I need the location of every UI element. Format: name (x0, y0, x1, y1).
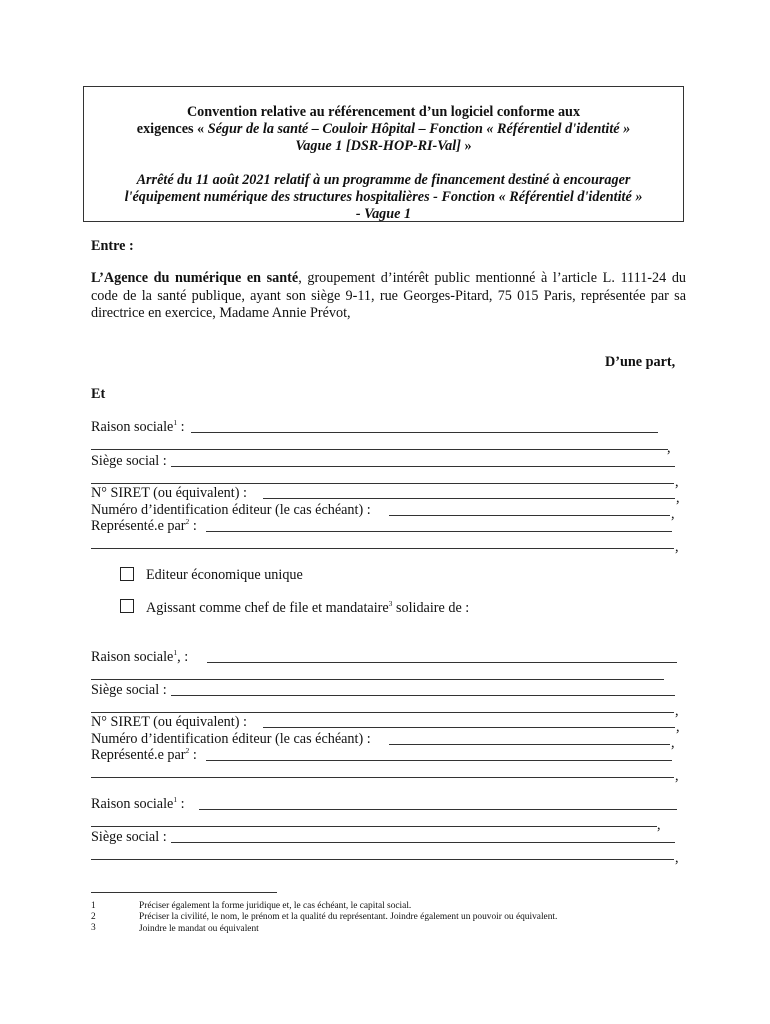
siege-social-field[interactable] (171, 466, 675, 467)
footnote-2-text: Préciser la civilité, le nom, le prénom et la qualité du représentant. Joindre également un pouvoir ou équivalent. (139, 912, 558, 922)
siege-social-label: Siège social : (91, 453, 167, 469)
raison-sociale-label: Raison sociale$^1$ : (91, 418, 185, 435)
footnote-3-text: Joindre le mandat ou équivalent (139, 924, 259, 934)
dune-part: D’une part, (605, 354, 676, 370)
raison-sociale-label-3: Raison sociale$^1$ : (91, 795, 185, 812)
numero-editeur-field[interactable] (389, 515, 670, 516)
footnote-1-text: Préciser également la forme juridique et, le cas échéant, le capital social. (139, 901, 412, 911)
line-comma: , (675, 850, 679, 866)
siret-field[interactable] (263, 498, 675, 499)
numero-editeur-field-2[interactable] (389, 744, 670, 745)
arrete-line-3: - Vague 1 (355, 206, 412, 222)
numero-editeur-label: Numéro d’identification éditeur (le cas échéant) : (91, 502, 371, 518)
editeur-unique-checkbox[interactable] (120, 567, 134, 581)
line-comma: , (675, 703, 679, 719)
represente-field-2-line2[interactable] (91, 777, 674, 778)
siret-label-2: N° SIRET (ou équivalent) : (91, 714, 247, 730)
raison-sociale-field[interactable] (191, 432, 658, 433)
siege-social-field-2-line2[interactable] (91, 712, 674, 713)
numero-editeur-label-2: Numéro d’identification éditeur (le cas échéant) : (91, 731, 371, 747)
line-comma: , (675, 474, 679, 490)
title-line-3: Vague 1 [DSR-HOP-RI-Val] » (295, 138, 472, 154)
line-comma: , (671, 735, 675, 751)
line-comma: , (676, 719, 680, 735)
ans-paragraph: L’Agence du numérique en santé, groupement d’intérêt public mentionné à l’article L. 1111-24 du code de la santé publique, ayant son siège 9-11, rue Georges-Pitard, 75 015 Paris, représentée par sa directrice en exercice, Madame Annie Prévot, (91, 270, 687, 321)
raison-sociale-field-2-line2[interactable] (91, 679, 664, 680)
footnote-2-number: 2 (91, 912, 96, 922)
line-comma: , (675, 768, 679, 784)
title-line-2: exigences « Ségur de la santé – Couloir Hôpital – Fonction « Référentiel d'identité » (136, 121, 631, 137)
arrete-line-2: l'équipement numérique des structures hospitalières - Fonction « Référentiel d'identité » (124, 189, 643, 205)
siege-social-field-3-line2[interactable] (91, 859, 674, 860)
line-comma: , (667, 440, 671, 456)
arrete-line-1: Arrêté du 11 août 2021 relatif à un programme de financement destiné à encourager (136, 172, 631, 188)
title-line-1: Convention relative au référencement d’un logiciel conforme aux (186, 104, 581, 120)
siege-social-field-2[interactable] (171, 695, 675, 696)
raison-sociale-field-3[interactable] (199, 809, 677, 810)
represente-field[interactable] (206, 531, 672, 532)
line-comma: , (657, 817, 661, 833)
line-comma: , (671, 506, 675, 522)
siege-social-field-3[interactable] (171, 842, 675, 843)
editeur-unique-label: Editeur économique unique (146, 567, 303, 583)
represente-label-2: Représenté.e par$^2$ : (91, 746, 197, 763)
raison-sociale-field-3-line2[interactable] (91, 826, 657, 827)
document-title-box (83, 86, 684, 222)
footnote-separator (91, 892, 277, 893)
footnote-1-number: 1 (91, 901, 96, 911)
footnote-3-number: 3 (91, 923, 96, 933)
raison-sociale-field-line2[interactable] (91, 449, 668, 450)
line-comma: , (675, 539, 679, 555)
raison-sociale-field-2[interactable] (207, 662, 677, 663)
siege-social-label-2: Siège social : (91, 682, 167, 698)
et-label: Et (91, 386, 106, 402)
represente-label: Représenté.e par$^2$ : (91, 517, 197, 534)
line-comma: , (676, 490, 680, 506)
represente-field-line2[interactable] (91, 548, 674, 549)
chef-de-file-label: Agissant comme chef de file et mandataire$^3$ solidaire de : (146, 599, 470, 616)
siret-label: N° SIRET (ou équivalent) : (91, 485, 247, 501)
raison-sociale-label-2: Raison sociale$^1$, : (91, 648, 189, 665)
siege-social-field-line2[interactable] (91, 483, 674, 484)
siege-social-label-3: Siège social : (91, 829, 167, 845)
entre-label: Entre : (91, 238, 134, 254)
siret-field-2[interactable] (263, 727, 675, 728)
chef-de-file-checkbox[interactable] (120, 599, 134, 613)
represente-field-2[interactable] (206, 760, 672, 761)
